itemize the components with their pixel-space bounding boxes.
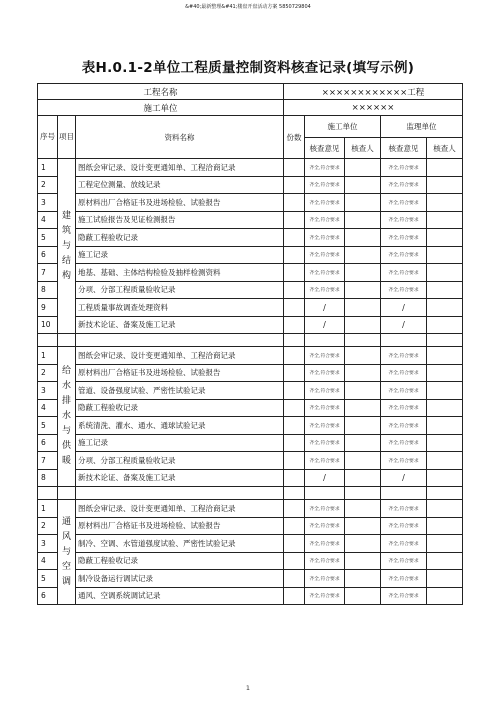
seq-header: 序号 [38,116,58,159]
supervision-check-opinion: 齐全,符合要求 [381,176,427,194]
construction-check-opinion: 齐全,符合要求 [305,194,345,212]
count-cell [284,535,305,553]
table-row [38,434,463,452]
row-number: 1 [38,159,58,177]
construction-check-opinion: 齐全,符合要求 [305,535,345,553]
quality-control-table [37,83,463,605]
construction-checker [345,500,381,518]
row-number: 3 [38,535,58,553]
table-row [38,587,463,605]
material-name: 系统清洗、灌水、通水、通球试验记录 [76,417,284,435]
section-separator-row [38,487,463,500]
supervision-check-opinion: 齐全,符合要求 [381,159,427,177]
supervision-checker [427,399,463,417]
category-label: 建筑与结构 [61,210,71,281]
category-label: 给水排水与供暖 [61,366,71,466]
supervision-check-opinion: 齐全,符合要求 [381,246,427,264]
count-cell [284,517,305,535]
construction-checker [345,299,381,317]
table-row [38,517,463,535]
empty-cell [345,334,381,347]
item-header: 项目 [58,116,76,159]
supervision-check-opinion: 齐全,符合要求 [381,500,427,518]
count-cell [284,417,305,435]
construction-check-opinion: 齐全,符合要求 [305,264,345,282]
construction-check-opinion: 齐全,符合要求 [305,587,345,605]
supervision-check-opinion: 齐全,符合要求 [381,347,427,365]
material-name: 施工记录 [76,246,284,264]
supervision-checker [427,176,463,194]
section-separator-row [38,334,463,347]
row-number: 7 [38,452,58,470]
empty-cell [76,487,284,500]
material-name: 工程质量事故调查处理资料 [76,299,284,317]
category-cell [58,347,76,487]
row-number: 4 [38,211,58,229]
row-number: 9 [38,299,58,317]
material-name: 图纸会审记录、设计变更通知单、工程洽商记录 [76,500,284,518]
supervision-checker [427,316,463,334]
material-name-header: 资料名称 [76,116,284,159]
material-name: 制冷设备运行调试记录 [76,570,284,588]
construction-check-opinion: 齐全,符合要求 [305,229,345,247]
table-row [38,552,463,570]
row-number: 2 [38,364,58,382]
row-number: 4 [38,399,58,417]
construction-check-opinion: 齐全,符合要求 [305,281,345,299]
construction-checker [345,211,381,229]
category-cell [58,500,76,605]
count-cell [284,229,305,247]
count-cell [284,281,305,299]
table-row [38,417,463,435]
supervision-checker [427,434,463,452]
material-name: 原材料出厂合格证书及进场检验、试验报告 [76,364,284,382]
empty-cell [58,334,76,347]
table-row [38,469,463,487]
supervision-checker [427,246,463,264]
construction-check-opinion: 齐全,符合要求 [305,434,345,452]
supervision-check-opinion: / [381,316,427,334]
supervision-checker [427,452,463,470]
table-row [38,347,463,365]
empty-cell [305,487,345,500]
page-number: 1 [245,684,251,692]
table-row [38,229,463,247]
supervision-checker [427,517,463,535]
table-row [38,570,463,588]
count-cell [284,347,305,365]
count-cell [284,500,305,518]
construction-check-opinion: 齐全,符合要求 [305,364,345,382]
construction-check-opinion: 齐全,符合要求 [305,382,345,400]
construction-checker [345,434,381,452]
construction-checker [345,364,381,382]
row-number: 10 [38,316,58,334]
supervision-check-opinion: 齐全,符合要求 [381,535,427,553]
supervision-checker [427,535,463,553]
construction-checker [345,347,381,365]
supervision-check-opinion: 齐全,符合要求 [381,399,427,417]
count-cell [284,570,305,588]
supervision-checker [427,469,463,487]
supervision-checker [427,382,463,400]
row-number: 8 [38,281,58,299]
construction-checker [345,159,381,177]
material-name: 新技术论证、备案及施工记录 [76,469,284,487]
supervision-check-opinion: 齐全,符合要求 [381,417,427,435]
count-cell [284,246,305,264]
construction-checker [345,176,381,194]
table-row [38,264,463,282]
count-cell [284,382,305,400]
count-cell [284,587,305,605]
project-name-row [38,84,463,100]
table-row [38,399,463,417]
supervision-check-opinion: 齐全,符合要求 [381,587,427,605]
material-name: 分项、分部工程质量验收记录 [76,281,284,299]
count-cell [284,434,305,452]
construction-unit-header: 施工单位 [305,116,381,138]
construction-checker [345,399,381,417]
supervision-checker [427,281,463,299]
supervision-checker [427,417,463,435]
count-cell [284,264,305,282]
table-row [38,364,463,382]
empty-cell [381,487,427,500]
construction-check-opinion: 齐全,符合要求 [305,211,345,229]
material-name: 隐蔽工程验收记录 [76,229,284,247]
material-name: 图纸会审记录、设计变更通知单、工程洽商记录 [76,347,284,365]
table-row [38,281,463,299]
supervision-check-opinion: 齐全,符合要求 [381,570,427,588]
material-name: 新技术论证、备案及施工记录 [76,316,284,334]
construction-unit-value: ×××××× [284,100,463,116]
supervision-check-opinion: 齐全,符合要求 [381,264,427,282]
empty-cell [305,334,345,347]
count-cell [284,299,305,317]
construction-check-opinion: 齐全,符合要求 [305,570,345,588]
construction-checker [345,517,381,535]
row-number: 2 [38,517,58,535]
table-row [38,452,463,470]
count-cell [284,552,305,570]
count-cell [284,159,305,177]
construction-check-opinion: 齐全,符合要求 [305,500,345,518]
supervision-check-opinion: / [381,469,427,487]
supervision-checker [427,570,463,588]
construction-checker [345,452,381,470]
construction-checker [345,194,381,212]
count-cell [284,194,305,212]
table-row [38,194,463,212]
construction-checker [345,246,381,264]
supervision-check-opinion: 齐全,符合要求 [381,552,427,570]
empty-cell [427,334,463,347]
count-cell [284,399,305,417]
count-cell [284,211,305,229]
construction-checker [345,281,381,299]
supervision-check-opinion: 齐全,符合要求 [381,517,427,535]
row-number: 6 [38,246,58,264]
construction-check-opinion: 齐全,符合要求 [305,552,345,570]
row-number: 1 [38,500,58,518]
supervision-checker [427,159,463,177]
supervision-unit-header: 监理单位 [381,116,463,138]
supervision-check-opinion: 齐全,符合要求 [381,229,427,247]
empty-cell [381,334,427,347]
construction-checker [345,417,381,435]
table-row [38,176,463,194]
material-name: 原材料出厂合格证书及进场检验、试验报告 [76,194,284,212]
supervision-check-opinion-header: 核查意见 [381,138,427,159]
header-note: &#40;最新整理&#41;楼盘开盘活动方案 5850729804 [185,4,311,10]
row-number: 5 [38,417,58,435]
count-header: 份数 [284,116,305,159]
page-title: 表H.0.1-2单位工程质量控制资料核查记录(填写示例) [81,60,415,76]
supervision-checker [427,347,463,365]
construction-check-opinion: / [305,316,345,334]
construction-check-opinion: / [305,469,345,487]
project-name-label: 工程名称 [38,84,284,100]
construction-check-opinion: 齐全,符合要求 [305,246,345,264]
supervision-check-opinion: 齐全,符合要求 [381,452,427,470]
table-row [38,299,463,317]
row-number: 6 [38,434,58,452]
empty-cell [284,334,305,347]
empty-cell [38,334,58,347]
supervision-check-opinion: 齐全,符合要求 [381,194,427,212]
construction-checker [345,229,381,247]
supervision-checker [427,587,463,605]
empty-cell [345,487,381,500]
supervision-checker [427,194,463,212]
supervision-check-opinion: / [381,299,427,317]
material-name: 图纸会审记录、设计变更通知单、工程洽商记录 [76,159,284,177]
table-row [38,535,463,553]
row-number: 2 [38,176,58,194]
material-name: 工程定位测量、放线记录 [76,176,284,194]
table-row [38,211,463,229]
table-row [38,246,463,264]
construction-checker [345,382,381,400]
supervision-check-opinion: 齐全,符合要求 [381,382,427,400]
row-number: 3 [38,194,58,212]
supervision-checker [427,500,463,518]
empty-cell [58,487,76,500]
count-cell [284,452,305,470]
supervision-checker-header: 核查人 [427,138,463,159]
construction-checker [345,316,381,334]
supervision-check-opinion: 齐全,符合要求 [381,281,427,299]
count-cell [284,316,305,334]
supervision-checker [427,264,463,282]
category-label: 通风与空调 [61,516,71,587]
row-number: 5 [38,229,58,247]
material-name: 施工记录 [76,434,284,452]
material-name: 原材料出厂合格证书及进场检验、试验报告 [76,517,284,535]
category-cell [58,159,76,334]
empty-cell [76,334,284,347]
construction-checker-header: 核查人 [345,138,381,159]
supervision-checker [427,552,463,570]
row-number: 6 [38,587,58,605]
material-name: 隐蔽工程验收记录 [76,552,284,570]
construction-check-opinion: 齐全,符合要求 [305,347,345,365]
supervision-check-opinion: 齐全,符合要求 [381,211,427,229]
construction-check-opinion: 齐全,符合要求 [305,159,345,177]
material-name: 地基、基础、主体结构检验及抽样检测资料 [76,264,284,282]
construction-checker [345,469,381,487]
construction-checker [345,264,381,282]
material-name: 制冷、空调、水管道强度试验、严密性试验记录 [76,535,284,553]
supervision-checker [427,299,463,317]
construction-unit-label: 施工单位 [38,100,284,116]
construction-check-opinion: 齐全,符合要求 [305,399,345,417]
material-name: 隐蔽工程验收记录 [76,399,284,417]
construction-check-opinion-header: 核查意见 [305,138,345,159]
count-cell [284,176,305,194]
construction-check-opinion: 齐全,符合要求 [305,452,345,470]
construction-checker [345,552,381,570]
row-number: 5 [38,570,58,588]
project-name-value: ××××××××××××工程 [284,84,463,100]
supervision-check-opinion: 齐全,符合要求 [381,364,427,382]
supervision-check-opinion: 齐全,符合要求 [381,434,427,452]
count-cell [284,469,305,487]
empty-cell [427,487,463,500]
row-number: 4 [38,552,58,570]
table-row [38,159,463,177]
column-header-row [38,116,463,138]
construction-checker [345,535,381,553]
construction-check-opinion: / [305,299,345,317]
empty-cell [284,487,305,500]
supervision-checker [427,211,463,229]
row-number: 8 [38,469,58,487]
table-row [38,316,463,334]
row-number: 7 [38,264,58,282]
row-number: 1 [38,347,58,365]
empty-cell [38,487,58,500]
table-row [38,382,463,400]
construction-check-opinion: 齐全,符合要求 [305,417,345,435]
construction-unit-row [38,100,463,116]
supervision-checker [427,229,463,247]
count-cell [284,364,305,382]
material-name: 施工试验报告及见证检测报告 [76,211,284,229]
construction-check-opinion: 齐全,符合要求 [305,517,345,535]
table-row [38,500,463,518]
construction-checker [345,570,381,588]
supervision-checker [427,364,463,382]
material-name: 管道、设备强度试验、严密性试验记录 [76,382,284,400]
material-name: 分项、分部工程质量验收记录 [76,452,284,470]
material-name: 通风、空调系统调试记录 [76,587,284,605]
construction-checker [345,587,381,605]
row-number: 3 [38,382,58,400]
construction-check-opinion: 齐全,符合要求 [305,176,345,194]
